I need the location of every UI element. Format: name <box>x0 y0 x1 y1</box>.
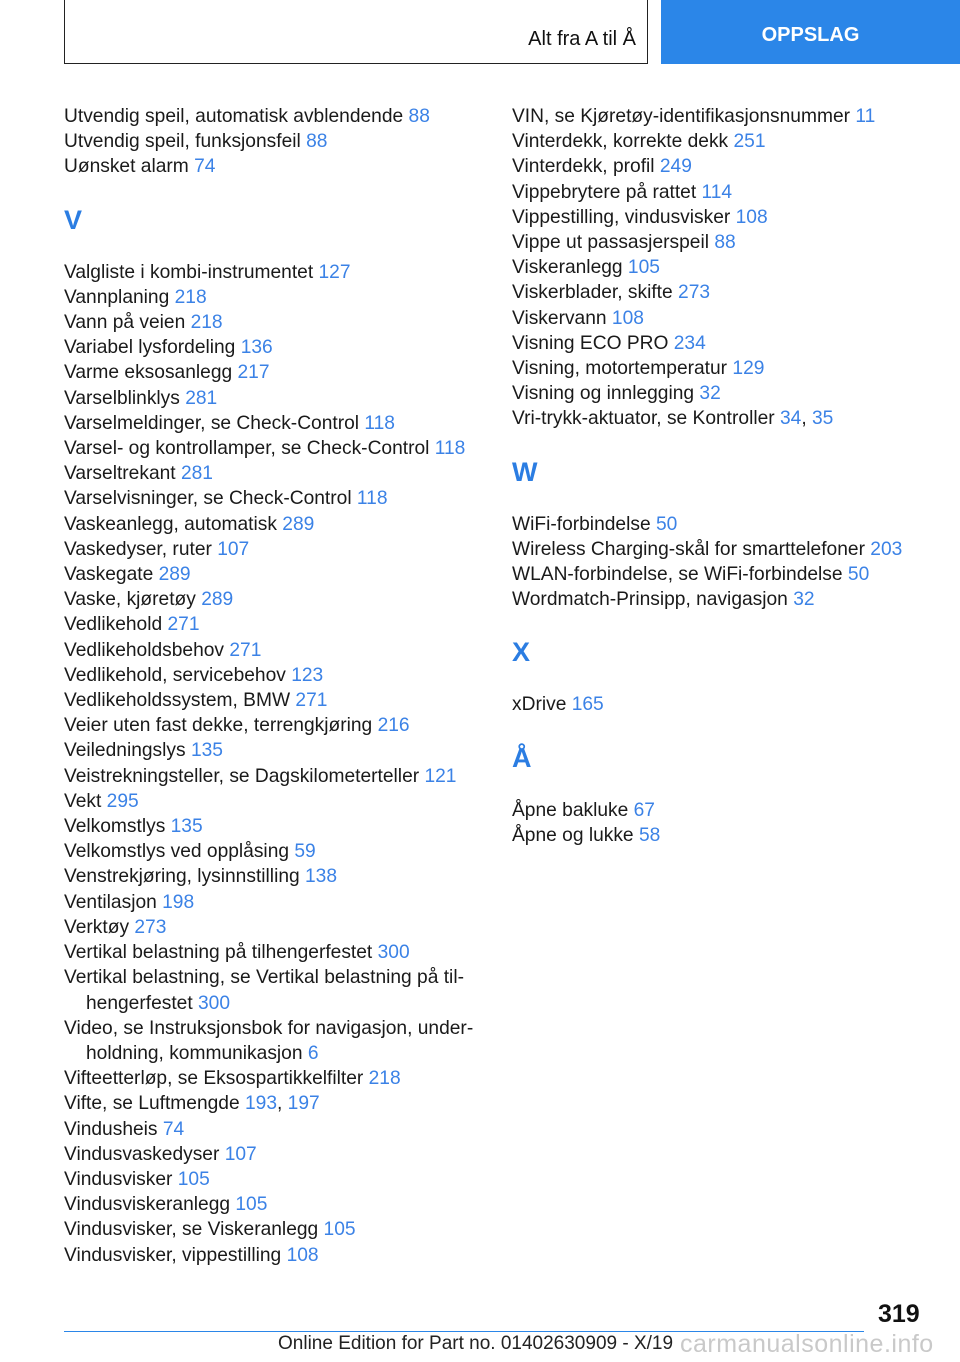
index-entry <box>512 562 942 587</box>
index-entry-text: Vedlikehold, servicebehov <box>64 664 292 686</box>
index-entry-text: Åpne og lukke <box>512 824 639 846</box>
index-entry <box>64 764 494 789</box>
page-link[interactable]: 234 <box>673 332 706 354</box>
index-entry-text: Veier uten fast dekke, terrengkjøring <box>64 715 378 737</box>
page-separator: , <box>277 1093 288 1115</box>
index-entry-text: Viskerblader, skifte <box>512 282 679 304</box>
index-entry-text: Velkomstlys <box>64 816 171 838</box>
page-link[interactable]: 118 <box>434 438 466 460</box>
index-entry <box>512 512 942 537</box>
page-link[interactable]: 105 <box>235 1194 268 1216</box>
index-entry <box>512 823 942 848</box>
page-link[interactable]: 88 <box>306 131 328 153</box>
index-letter-heading: Å <box>512 742 532 773</box>
page-link[interactable]: 35 <box>812 408 834 430</box>
page-link[interactable]: 295 <box>106 790 139 812</box>
page-link[interactable]: 289 <box>282 513 315 535</box>
page-link[interactable]: 105 <box>177 1168 210 1190</box>
index-entry-text: Velkomstlys ved opplåsing <box>64 841 295 863</box>
page-link[interactable]: 11 <box>855 106 876 127</box>
index-entry <box>64 129 494 154</box>
index-entry <box>512 381 942 406</box>
index-entry <box>64 1016 494 1066</box>
index-entry <box>512 587 942 612</box>
page-link[interactable]: 107 <box>217 538 250 560</box>
index-entry-text: Uønsket alarm <box>64 156 195 178</box>
index-entry <box>64 1117 494 1142</box>
index-entry <box>512 154 942 179</box>
index-entry-text: Varselblinklys <box>64 387 186 409</box>
page-separator: , <box>801 408 813 430</box>
page-link[interactable]: 34 <box>780 408 802 430</box>
index-entry <box>64 562 494 587</box>
index-entry-text: Variabel lysfordeling <box>64 337 241 359</box>
index-entry-text: Vindusvisker, se Viskeranlegg <box>64 1219 324 1241</box>
index-entry <box>64 1243 494 1268</box>
page-link[interactable]: 32 <box>793 589 815 611</box>
index-entry <box>512 306 942 331</box>
index-entry <box>64 260 494 285</box>
index-letter-heading: V <box>64 204 83 235</box>
page-link[interactable]: 88 <box>714 232 736 254</box>
index-entry-text: Venstrekjøring, lysinnstilling <box>64 866 306 888</box>
index-entry-text: Veiledningslys <box>64 740 191 762</box>
index-letter-heading: X <box>512 637 531 668</box>
index-entry-text: WLAN-forbindelse, se WiFi-forbindelse <box>512 564 848 586</box>
section-title: Alt fra A til Å <box>528 28 636 50</box>
page-link[interactable]: 216 <box>377 715 410 737</box>
index-entry-text: Varselmeldinger, se Check-Control <box>64 412 365 434</box>
index-entry-text: Vann på veien <box>64 312 191 334</box>
index-entry <box>64 738 494 763</box>
index-entry-text: Vri-trykk-aktuator, se Kontroller <box>512 408 780 430</box>
index-entry <box>64 461 494 486</box>
index-entry <box>64 1066 494 1091</box>
index-entry <box>512 356 942 381</box>
page-link[interactable]: 108 <box>286 1244 319 1266</box>
page-link[interactable]: 281 <box>185 387 218 409</box>
index-entry <box>512 180 942 205</box>
page-link[interactable]: 218 <box>368 1068 401 1090</box>
page-link[interactable]: 138 <box>305 866 338 888</box>
index-entry-text: Vaskeanlegg, automatisk <box>64 513 283 535</box>
page-link[interactable]: 105 <box>323 1219 356 1241</box>
page-link[interactable]: 281 <box>180 463 213 485</box>
index-entry-text: xDrive <box>512 694 572 716</box>
page-link[interactable]: 114 <box>701 181 733 203</box>
page-link[interactable]: 135 <box>170 816 203 838</box>
index-entry-text: Varsel- og kontrollamper, se Check-Control <box>64 438 435 460</box>
index-entry <box>64 386 494 411</box>
index-entry-text: Vinterdekk, profil <box>512 156 660 178</box>
index-entry-text: Visning og innlegging <box>512 383 700 405</box>
index-entry-text: Valgliste i kombi-instrumentet <box>64 261 319 283</box>
index-entry <box>64 310 494 335</box>
page-link[interactable]: 289 <box>158 564 191 586</box>
index-entry <box>64 890 494 915</box>
page-link[interactable]: 74 <box>194 156 216 178</box>
index-entry-text: Wordmatch-Prinsipp, navigasjon <box>512 589 794 611</box>
index-entry-text: Vippe ut passasjerspeil <box>512 232 715 254</box>
index-entry <box>64 360 494 385</box>
index-entry-text: Vifte, se Luftmengde <box>64 1093 245 1115</box>
page-link[interactable]: 271 <box>229 639 262 661</box>
index-entry-text: Vaskedyser, ruter <box>64 538 218 560</box>
page-link[interactable]: 58 <box>638 824 661 846</box>
index-entry-text: Vedlikeholdssystem, BMW <box>64 690 296 712</box>
page-link[interactable]: 218 <box>174 286 207 308</box>
page-link[interactable]: 271 <box>295 690 328 712</box>
index-entry <box>64 587 494 612</box>
index-entry-text: Vindusviskeranlegg <box>64 1194 236 1216</box>
page-link[interactable]: 218 <box>190 312 223 334</box>
index-entry-text: Vedlikeholdsbehov <box>64 639 230 661</box>
page-link[interactable]: 289 <box>201 589 234 611</box>
page-link[interactable]: 67 <box>633 799 655 821</box>
page-link[interactable]: 108 <box>735 206 768 228</box>
index-entry <box>512 280 942 305</box>
index-entry-text: Vertikal belastning, se Vertikal belastning på til- hengerfestet <box>64 967 464 1014</box>
page-link[interactable]: 88 <box>408 106 430 127</box>
page-link[interactable]: 273 <box>134 916 167 938</box>
index-entry <box>64 1217 494 1242</box>
index-entry <box>512 406 942 431</box>
index-entry <box>512 331 942 356</box>
section-tab[interactable]: OPPSLAG <box>661 0 960 64</box>
index-entry <box>512 129 942 154</box>
footer-watermark: carmanualsonline.info <box>680 1330 934 1358</box>
page-link[interactable]: 197 <box>287 1093 320 1115</box>
index-entry-text: Veistrekningsteller, se Dagskilometerteller <box>64 765 425 787</box>
index-entry-text: Visning, motortemperatur <box>512 358 733 380</box>
index-entry <box>512 230 942 255</box>
index-entry-text: Vannplaning <box>64 286 175 308</box>
page-link[interactable]: 118 <box>364 412 395 434</box>
index-entry <box>512 692 942 717</box>
page-link[interactable]: 300 <box>377 942 410 964</box>
index-entry <box>64 1192 494 1217</box>
page-link[interactable]: 50 <box>847 564 870 586</box>
index-entry <box>64 638 494 663</box>
page-link[interactable]: 129 <box>732 358 765 380</box>
index-entry <box>64 839 494 864</box>
page-link[interactable]: 273 <box>678 282 711 304</box>
index-entry <box>512 537 942 562</box>
page-link[interactable]: 74 <box>162 1118 185 1140</box>
page-link[interactable]: 105 <box>627 257 660 279</box>
index-entry <box>64 436 494 461</box>
index-entry-text: Vindusvisker <box>64 1168 178 1190</box>
index-entry-text: Vippestilling, vindusvisker <box>512 206 736 228</box>
index-column-right <box>512 104 942 848</box>
index-entry <box>64 154 494 179</box>
index-entry <box>512 255 942 280</box>
index-entry <box>64 512 494 537</box>
index-entry <box>512 205 942 230</box>
index-entry <box>64 814 494 839</box>
page-link[interactable]: 136 <box>240 337 273 359</box>
index-entry <box>64 537 494 562</box>
page-link[interactable]: 121 <box>424 765 457 787</box>
index-entry <box>64 663 494 688</box>
index-entry-text: VIN, se Kjøretøy-identifikasjonsnummer <box>512 106 856 127</box>
page-link[interactable]: 198 <box>162 891 195 913</box>
index-entry-text: Utvendig speil, automatisk avblendende <box>64 106 409 127</box>
index-entry <box>64 864 494 889</box>
index-entry-text: Vaskegate <box>64 564 159 586</box>
page-link[interactable]: 108 <box>611 307 644 329</box>
index-entry <box>512 104 942 129</box>
page-link[interactable]: 127 <box>318 261 351 283</box>
index-entry <box>512 798 942 823</box>
index-entry-text: Utvendig speil, funksjonsfeil <box>64 131 307 153</box>
index-entry-text: Viskeranlegg <box>512 257 628 279</box>
index-entry-text: Vindusheis <box>64 1118 163 1140</box>
index-column-left <box>64 104 494 1268</box>
page-link[interactable]: 203 <box>870 538 903 560</box>
index-entry <box>64 1142 494 1167</box>
index-entry <box>64 688 494 713</box>
index-entry-text: Vaske, kjøretøy <box>64 589 202 611</box>
index-entry <box>64 1167 494 1192</box>
index-entry <box>64 104 494 129</box>
index-entry-text: Varme eksosanlegg <box>64 362 238 384</box>
index-entry <box>64 713 494 738</box>
index-entry-text: Video, se Instruksjonsbok for navigasjon, under- holdning, kommunikasjon <box>64 1017 474 1064</box>
page-link[interactable]: 118 <box>356 488 388 510</box>
page-link[interactable]: 217 <box>237 362 270 384</box>
index-entry <box>64 285 494 310</box>
index-entry-text: Vekt <box>64 790 107 812</box>
page-number: 319 <box>878 1300 920 1328</box>
page-link[interactable]: 32 <box>699 383 721 405</box>
page-link[interactable]: 251 <box>733 131 766 153</box>
index-entry <box>64 940 494 965</box>
page-link[interactable]: 59 <box>294 841 316 863</box>
index-entry-text: Wireless Charging-skål for smarttelefoner <box>512 538 871 560</box>
index-entry-text: Vippebrytere på rattet <box>512 181 702 203</box>
page-link[interactable]: 6 <box>307 1042 319 1064</box>
index-entry-text: Viskervann <box>512 307 612 329</box>
index-entry-text: Vedlikehold <box>64 614 168 636</box>
index-entry-text: Vertikal belastning på tilhengerfestet <box>64 942 378 964</box>
index-entry <box>64 486 494 511</box>
page-link[interactable]: 50 <box>655 513 678 535</box>
index-entry <box>64 335 494 360</box>
page-link[interactable]: 271 <box>167 614 200 636</box>
index-entry-text: Vinterdekk, korrekte dekk <box>512 131 734 153</box>
index-entry <box>64 1091 494 1116</box>
page-link[interactable]: 193 <box>244 1093 277 1115</box>
index-entry <box>64 789 494 814</box>
index-entry-text: Åpne bakluke <box>512 799 634 821</box>
index-entry <box>64 612 494 637</box>
page-link[interactable]: 107 <box>224 1143 257 1165</box>
page-link[interactable]: 123 <box>291 664 324 686</box>
index-letter-heading: W <box>512 456 538 487</box>
index-entry <box>64 915 494 940</box>
footer-edition: Online Edition for Part no. 01402630909 - X/19 <box>278 1333 674 1354</box>
index-entry-text: WiFi-forbindelse <box>512 513 656 535</box>
index-entry-text: Vindusvaskedyser <box>64 1143 225 1165</box>
index-entry-text: Verktøy <box>64 916 135 938</box>
index-entry-text: Vindusvisker, vippestilling <box>64 1244 287 1266</box>
index-entry-text: Ventilasjon <box>64 891 163 913</box>
page-link[interactable]: 300 <box>198 992 231 1014</box>
page-link[interactable]: 165 <box>571 694 604 716</box>
index-entry <box>64 411 494 436</box>
index-entry-text: Vifteetterløp, se Eksospartikkelfilter <box>64 1068 369 1090</box>
page-link[interactable]: 249 <box>659 156 692 178</box>
index-entry-text: Visning ECO PRO <box>512 332 674 354</box>
index-entry-text: Varseltrekant <box>64 463 181 485</box>
page-link[interactable]: 135 <box>190 740 223 762</box>
index-entry <box>64 965 494 1015</box>
index-entry-text: Varselvisninger, se Check-Control <box>64 488 357 510</box>
